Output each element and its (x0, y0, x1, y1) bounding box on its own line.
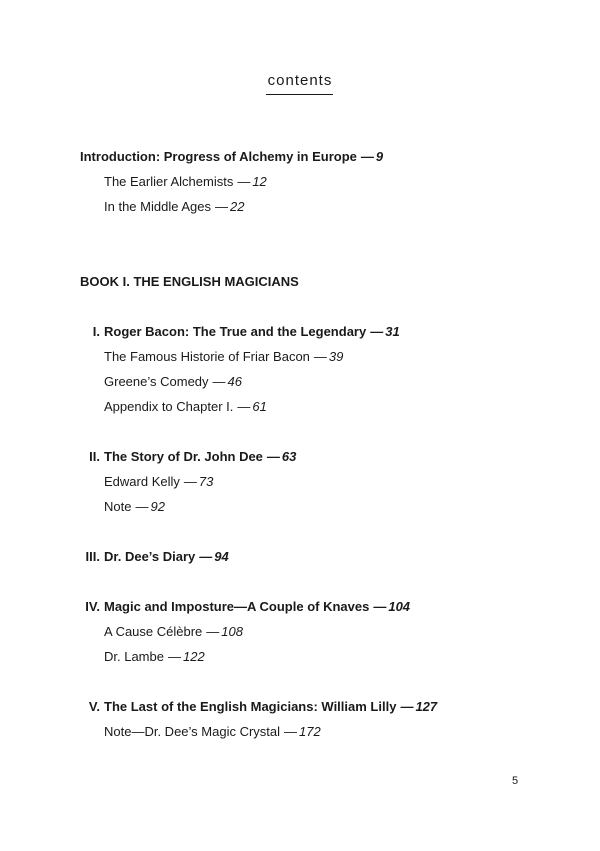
toc-dash: — (183, 474, 197, 489)
toc-chapter-2[interactable] (76, 449, 296, 465)
toc-dash: — (370, 324, 384, 339)
toc-subentry[interactable] (104, 474, 213, 490)
toc-entry-title: A Cause Célèbre (104, 624, 203, 639)
toc-dash: — (167, 649, 181, 664)
chapter-number: III. (85, 549, 100, 564)
chapter-number: I. (92, 324, 100, 339)
title-underline (266, 94, 333, 95)
toc-dash: — (400, 699, 414, 714)
toc-page-number: 108 (221, 624, 243, 639)
toc-entry-title: Roger Bacon: The True and the Legendary (104, 324, 367, 339)
toc-page-number: 94 (214, 549, 229, 564)
toc-dash: — (206, 624, 220, 639)
toc-dash: — (284, 724, 298, 739)
toc-dash: — (135, 499, 149, 514)
toc-entry-title: In the Middle Ages (104, 199, 211, 214)
toc-entry-title: Greene’s Comedy (104, 374, 209, 389)
toc-subentry[interactable] (104, 499, 165, 515)
toc-dash: — (360, 149, 374, 164)
toc-subentry[interactable] (104, 199, 244, 215)
toc-page-number: 12 (252, 174, 267, 189)
chapter-number: V. (88, 699, 100, 714)
book-heading (80, 274, 299, 290)
toc-page-number: 122 (182, 649, 205, 664)
toc-entry-title: Edward Kelly (104, 474, 180, 489)
toc-subentry[interactable] (104, 624, 243, 640)
toc-chapter-4[interactable] (76, 599, 410, 615)
toc-entry-title: The Famous Historie of Friar Bacon (104, 349, 310, 364)
page-title: contents (267, 72, 333, 89)
toc-entry-title: Magic and Imposture—A Couple of Knaves (104, 599, 370, 614)
toc-entry-title: Dr. Lambe (104, 649, 164, 664)
toc-dash: — (266, 449, 280, 464)
toc-page-number: 46 (227, 374, 243, 389)
chapter-number: IV. (85, 599, 100, 614)
toc-subentry[interactable] (104, 374, 242, 390)
toc-page-number: 172 (299, 724, 321, 739)
toc-page-number: 92 (150, 499, 165, 514)
toc-entry-title: Introduction: Progress of Alchemy in Europe (80, 149, 357, 164)
toc-entry-title: The Story of Dr. John Dee (104, 449, 263, 464)
toc-page-number: 127 (415, 699, 438, 714)
toc-dash: — (237, 174, 251, 189)
toc-dash: — (214, 199, 228, 214)
toc-chapter-3[interactable] (76, 549, 229, 565)
toc-page-number: 22 (229, 199, 245, 214)
toc-subentry[interactable] (104, 399, 267, 415)
toc-page-number: 31 (385, 324, 400, 339)
chapter-number: II. (89, 449, 100, 464)
page-number: 5 (512, 775, 519, 787)
toc-entry-title: Note (104, 499, 132, 514)
toc-subentry[interactable] (104, 724, 321, 740)
toc-page-number: 63 (281, 449, 297, 464)
toc-entry-title: Note—Dr. Dee’s Magic Crystal (104, 724, 281, 739)
toc-dash: — (313, 349, 327, 364)
toc-dash: — (237, 399, 251, 414)
toc-entry-title: The Earlier Alchemists (104, 174, 234, 189)
toc-page-number: 61 (252, 399, 267, 414)
toc-page-number: 104 (388, 599, 411, 614)
toc-subentry[interactable] (104, 174, 267, 190)
toc-entry-introduction[interactable] (80, 149, 383, 165)
toc-dash: — (373, 599, 387, 614)
toc-subentry[interactable] (104, 349, 343, 365)
toc-chapter-5[interactable] (76, 699, 437, 715)
toc-entry-title: The Last of the English Magicians: William Lilly (104, 699, 397, 714)
toc-entry-title: Dr. Dee’s Diary (104, 549, 196, 564)
toc-page-number: 39 (328, 349, 344, 364)
toc-page-number: 9 (375, 149, 384, 164)
toc-subentry[interactable] (104, 649, 205, 665)
toc-dash: — (212, 374, 226, 389)
toc-page-number: 73 (198, 474, 214, 489)
toc-dash: — (199, 549, 213, 564)
toc-entry-title: Appendix to Chapter I. (104, 399, 234, 414)
toc-chapter-1[interactable] (76, 324, 400, 340)
book-heading-text: BOOK I. THE ENGLISH MAGICIANS (80, 274, 299, 289)
